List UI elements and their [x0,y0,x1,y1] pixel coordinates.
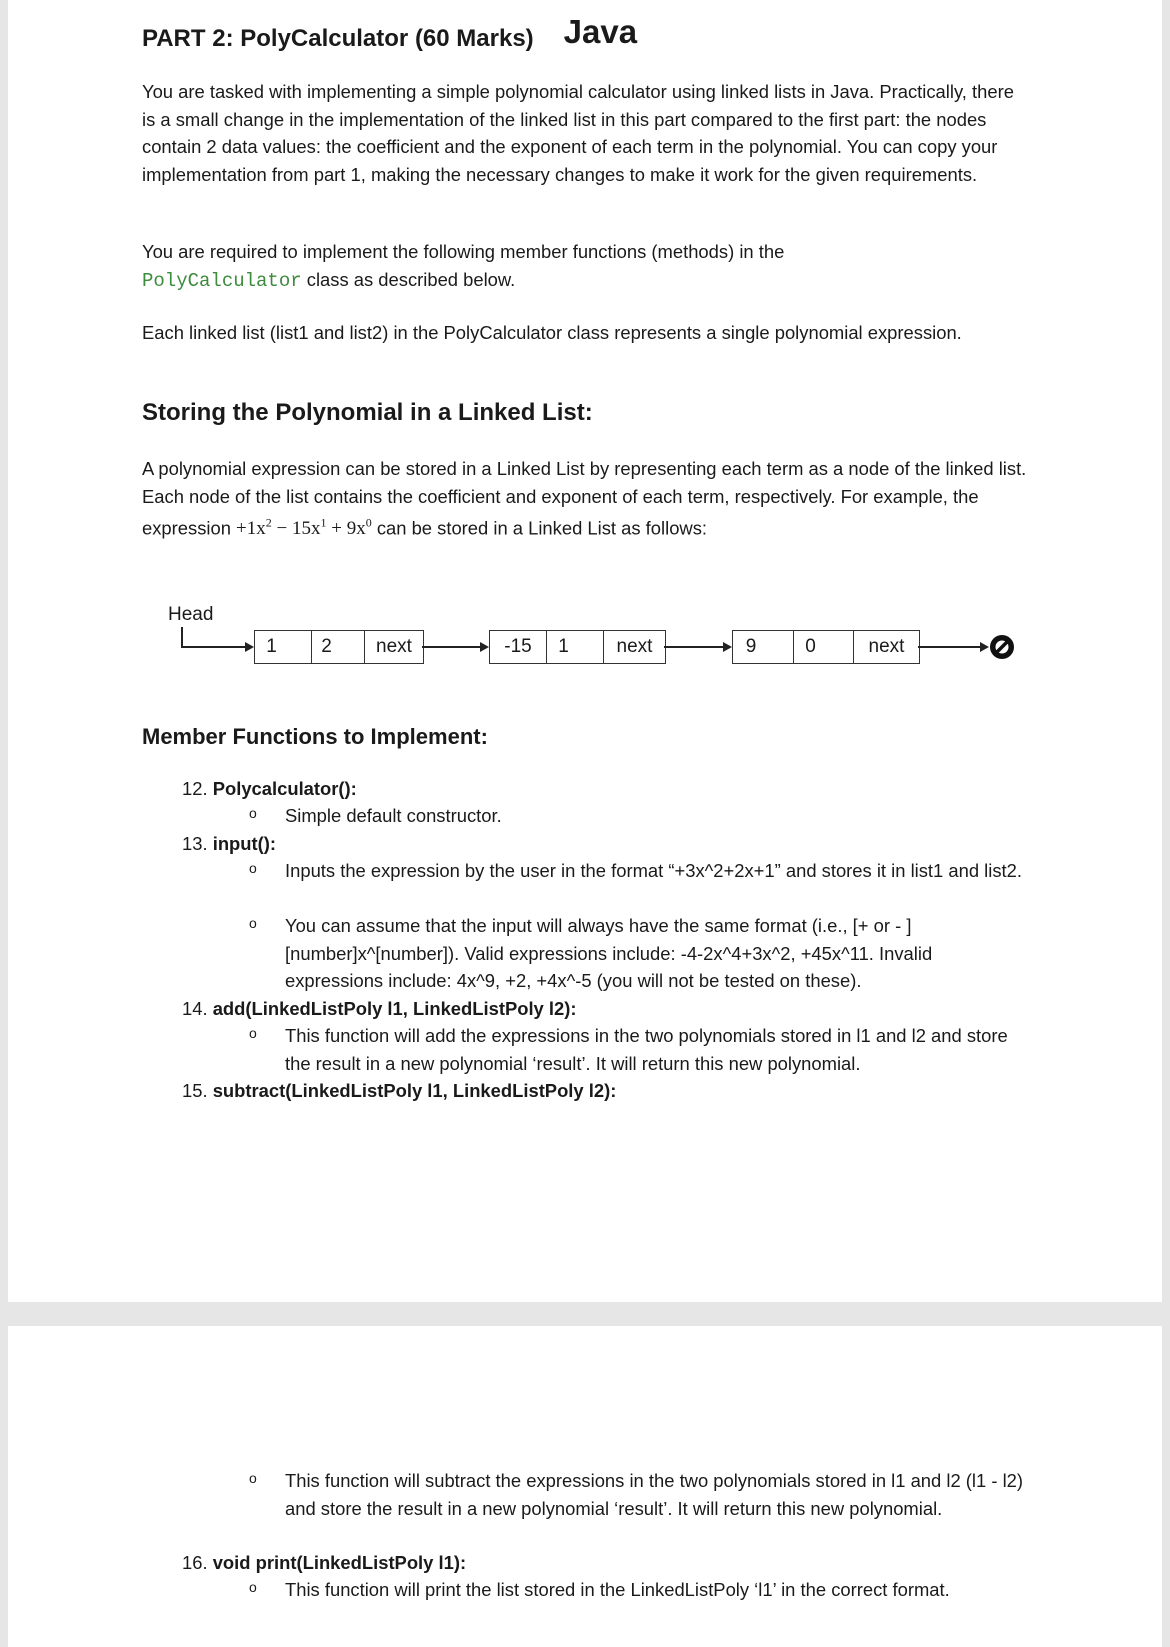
members-heading: Member Functions to Implement: [142,724,488,749]
head-pointer-arrow [181,646,245,648]
term-3: + 9x [326,518,366,540]
list-node [732,630,920,664]
bullet-icon: o [249,1025,257,1041]
item-number: 13. [182,833,208,854]
bullet-icon: o [249,915,257,931]
document-page-2 [8,1326,1162,1647]
node-coefficient: -15 [504,636,532,657]
storing-text-after: can be stored in a Linked List as follows: [371,517,708,539]
each-list-paragraph: Each linked list (list1 and list2) in the PolyCalculator class represents a single polynomial expression. [142,322,962,343]
list-node [489,630,666,664]
item-name: subtract(LinkedListPoly l1, LinkedListPoly l2): [212,1080,617,1101]
head-label: Head [168,604,214,625]
item-number: 12. [182,778,208,799]
item-name: Polycalculator(): [212,778,357,799]
node-exponent: 1 [546,631,580,663]
bullet-text: This function will print the list stored in the LinkedListPoly ‘l1’ in the correct format. [285,1579,950,1600]
bullet-icon: o [249,805,257,821]
page-title [142,13,638,54]
bullet-text: This function will add the expressions in the two polynomials stored in l1 and l2 and store the result in a new polynomial ‘result’. It will return this new polynomial. [285,1025,1008,1074]
item-number: 15. [182,1080,208,1101]
member-item-constructor [182,775,357,803]
intro-paragraph: You are tasked with implementing a simple polynomial calculator using linked lists in Java. Practically, there is a small change in the implementation of the linked list in this part compared to the first part: the nodes contain 2 data values: the coefficient and the exponent of each term in the polynomial. You can copy your implementation from part 1, making the necessary changes to make it work for the given requirements. [142,81,1014,185]
bullet-icon: o [249,1470,257,1486]
arrowhead [245,642,254,652]
bullet-text: This function will subtract the expressions in the two polynomials stored in l1 and l2 (l1 - l2) and store the result in a new polynomial ‘result’. It will return this new polynomial. [285,1470,1024,1519]
node-spacer [769,631,793,663]
node-spacer [288,631,311,663]
node-spacer [580,631,603,663]
node-spacer [341,631,364,663]
arrowhead [723,642,732,652]
class-name-code: PolyCalculator [142,269,302,292]
item-name: input(): [212,833,277,854]
bullet-icon: o [249,1579,257,1595]
item-name: add(LinkedListPoly l1, LinkedListPoly l2): [212,998,577,1019]
node-coefficient: 9 [745,636,757,657]
member-item-subtract [182,1077,616,1105]
storing-paragraph [142,455,1032,543]
item-name: void print(LinkedListPoly l1): [212,1552,467,1573]
required-text: You are required to implement the following member functions (methods) in the [142,241,785,262]
bullet-text: Simple default constructor. [285,805,502,826]
exp-2: 1 [320,516,327,530]
next-pointer-arrow [918,646,980,648]
required-paragraph [142,238,1022,295]
title-language: Java [563,13,638,50]
exp-1: 2 [265,516,272,530]
term-1: +1x [236,518,266,540]
storing-heading: Storing the Polynomial in a Linked List: [142,399,593,426]
member-item-add [182,995,576,1023]
title-part: PART 2: PolyCalculator (60 Marks) [142,25,534,52]
node-next: next [853,631,919,663]
head-pointer-line [181,627,183,647]
node-next: next [603,631,665,663]
next-pointer-arrow [664,646,723,648]
node-exponent: 0 [793,631,827,663]
member-item-print [182,1549,466,1577]
item-number: 16. [182,1552,208,1573]
next-pointer-arrow [422,646,480,648]
node-spacer [827,631,853,663]
node-coefficient: 1 [266,636,277,657]
null-terminator-icon [988,633,1016,661]
bullet-text: You can assume that the input will always have the same format (i.e., [+ or - ][number]x^[number]). Valid expressions include: -4-2x^4+3x^2, +45x^11. Invalid expressions include: 4x^9, +2, +4x^-5 (you will not be tested on these). [285,915,933,991]
bullet-icon: o [249,860,257,876]
term-2: − 15x [271,518,321,540]
member-item-input [182,830,276,858]
node-exponent: 2 [311,631,341,663]
item-number: 14. [182,998,208,1019]
required-text-after: class as described below. [301,268,516,290]
polynomial-expression [236,518,372,539]
arrowhead [480,642,489,652]
document-page-1 [8,0,1162,1302]
bullet-text: Inputs the expression by the user in the format “+3x^2+2x+1” and stores it in list1 and list2. [285,860,1022,881]
list-node [254,630,424,664]
node-next: next [364,631,423,663]
storing-text: A polynomial expression can be stored in a Linked List by representing each term as a node of the linked list. Each node of the list contains the coefficient and exponent of each term, respectively. For example, the expression [142,458,1027,539]
exp-3: 0 [365,516,372,530]
